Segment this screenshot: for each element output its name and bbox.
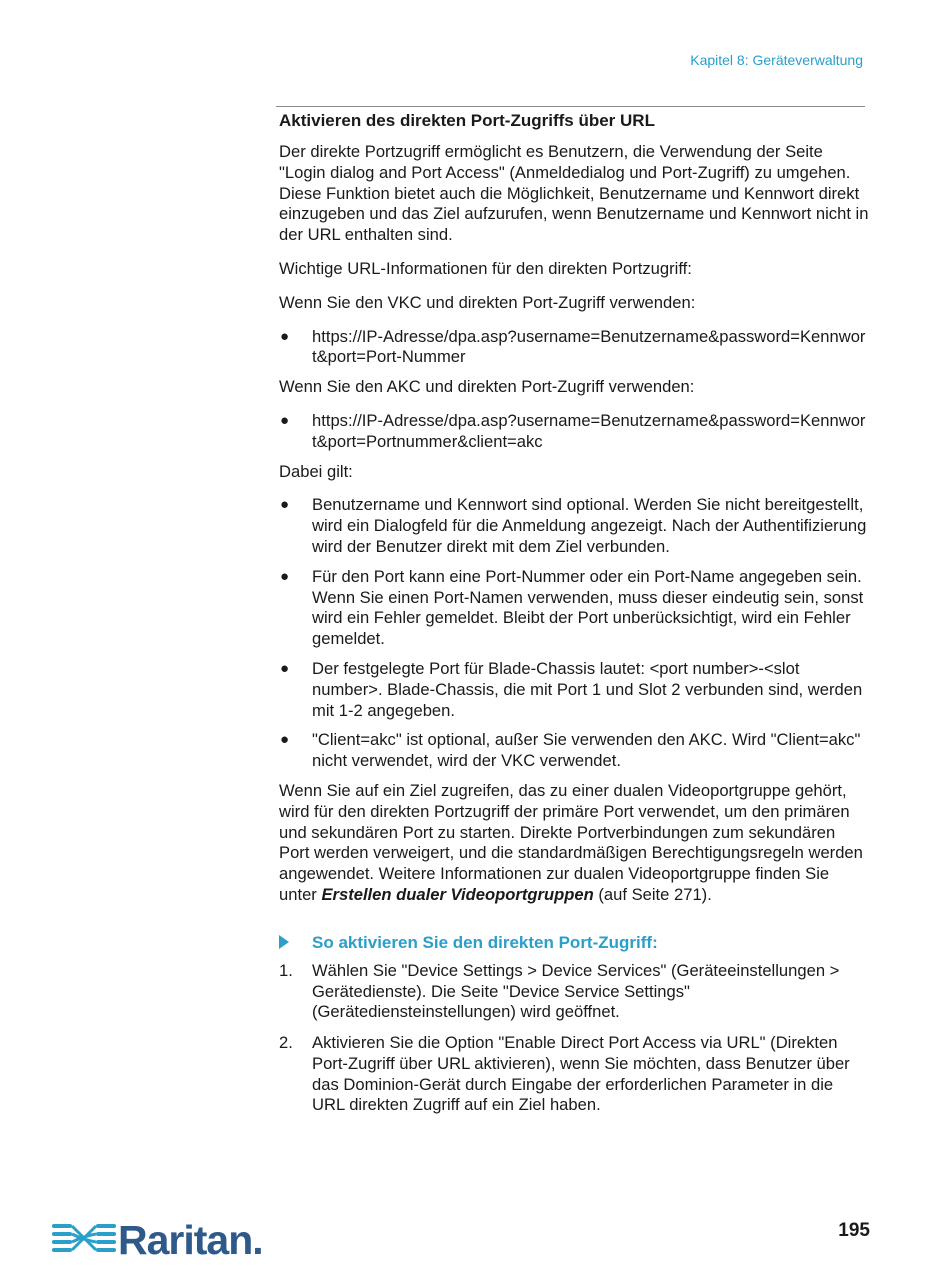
procedure-arrow-icon [279,935,289,949]
list-item [279,495,869,557]
notes-list [279,495,869,772]
page-number: 195 [838,1220,870,1241]
step-text: Wählen Sie "Device Settings > Device Services" (Geräteeinstellungen > Gerätedienste). Die Seite "Device Service Settings" (Gerätediensteinstellungen) wird geöffnet. [312,960,840,1022]
raritan-logo [52,1218,274,1262]
header-rule [276,106,865,107]
bullet-icon: ● [280,567,290,585]
step-text: Aktivieren Sie die Option "Enable Direct Port Access via URL" (Direkten Port-Zugriff über URL aktivieren), wenn Sie möchten, dass Benutzer über das Dominion-Gerät durch Eingabe der erforderlichen Parameter in die URL direkten Zugriff auf ein Ziel haben. [312,1033,850,1115]
bullet-icon: ● [280,731,290,749]
akc-url: https://IP-Adresse/dpa.asp?username=Benutzername&password=Kennwort&port=Portnummer&client=akc [312,410,866,451]
dual-video-paragraph [279,781,869,906]
note-text: "Client=akc" ist optional, außer Sie verwenden den AKC. Wird "Client=akc" nicht verwendet, wird der VKC verwendet. [312,730,861,771]
note-text: Für den Port kann eine Port-Nummer oder ein Port-Name angegeben sein. Wenn Sie einen Port-Namen verwenden, muss dieser eindeutig sein, sonst wird ein Fehler gemeldet. Bleibt der Port unberücksichtigt, wird ein Fehler gemeldet. [312,566,864,649]
akc-label: Wenn Sie den AKC und direkten Port-Zugriff verwenden: [279,377,695,397]
dabei-paragraph: Dabei gilt: [279,461,353,481]
bullet-icon: ● [280,496,290,514]
list-item [279,327,869,369]
vkc-url: https://IP-Adresse/dpa.asp?username=Benutzername&password=Kennwort&port=Port-Nummer [312,326,866,367]
note-text: Der festgelegte Port für Blade-Chassis lautet: <port number>-<slot number>. Blade-Chassis, die mit Port 1 und Slot 2 verbunden sind, werden mit 1-2 angegeben. [312,658,863,720]
akc-url-list [279,411,869,453]
bullet-icon: ● [280,411,290,429]
vkc-url-list [279,327,869,369]
chapter-header: Kapitel 8: Geräteverwaltung [690,52,863,68]
url-info-paragraph: Wichtige URL-Informationen für den direkten Portzugriff: [279,258,692,278]
raritan-emblem-icon [52,1218,116,1262]
procedure-steps [279,961,869,1117]
intro-paragraph: Der direkte Portzugriff ermöglicht es Benutzern, die Verwendung der Seite "Login dialog and Port Access" (Anmeldedialog und Port-Zugriff) zu umgehen. Diese Funktion bietet auch die Möglichkeit, Benutzername und Kennwort direkt einzugeben und das Ziel aufzurufen, wenn Benutzername und Kennwort nicht in der URL enthalten sind. [279,142,869,245]
vkc-label: Wenn Sie den VKC und direkten Port-Zugriff verwenden: [279,292,696,312]
cross-reference-link[interactable]: Erstellen dualer Videoportgruppen [321,884,594,904]
note-text: Benutzername und Kennwort sind optional. Werden Sie nicht bereitgestellt, wird ein Dialogfeld für die Anmeldung angezeigt. Nach der Authentifizierung wird der Benutzer direkt mit dem Ziel verbunden. [312,495,867,556]
page-content [279,110,869,1126]
bullet-icon: ● [280,659,290,677]
logo-wordmark: Raritan. [118,1217,263,1263]
step-number: 1. [279,960,293,980]
step-item [279,1033,869,1116]
section-title: Aktivieren des direkten Port-Zugriffs über URL [279,111,655,130]
list-item [279,567,869,650]
list-item [279,730,869,772]
dual-text: Wenn Sie auf ein Ziel zugreifen, das zu einer dualen Videoportgruppe gehört, wird für den direkten Portzugriff der primäre Port verwendet, um den primären und sekundären Port zu starten. Direkte Portverbindungen zum sekundären Port werden verweigert, und die standardmäßigen Berechtigungsregeln werden angewendet. Weitere Informationen zur dualen Videoportgruppe finden Sie unter [279,780,863,904]
step-number: 2. [279,1033,293,1053]
procedure-heading [279,932,869,954]
list-item [279,411,869,453]
procedure-heading-text: So aktivieren Sie den direkten Port-Zugriff: [312,932,658,952]
step-item [279,961,869,1023]
list-item [279,659,869,721]
page-reference: (auf Seite 271). [593,884,712,904]
bullet-icon: ● [280,327,290,345]
